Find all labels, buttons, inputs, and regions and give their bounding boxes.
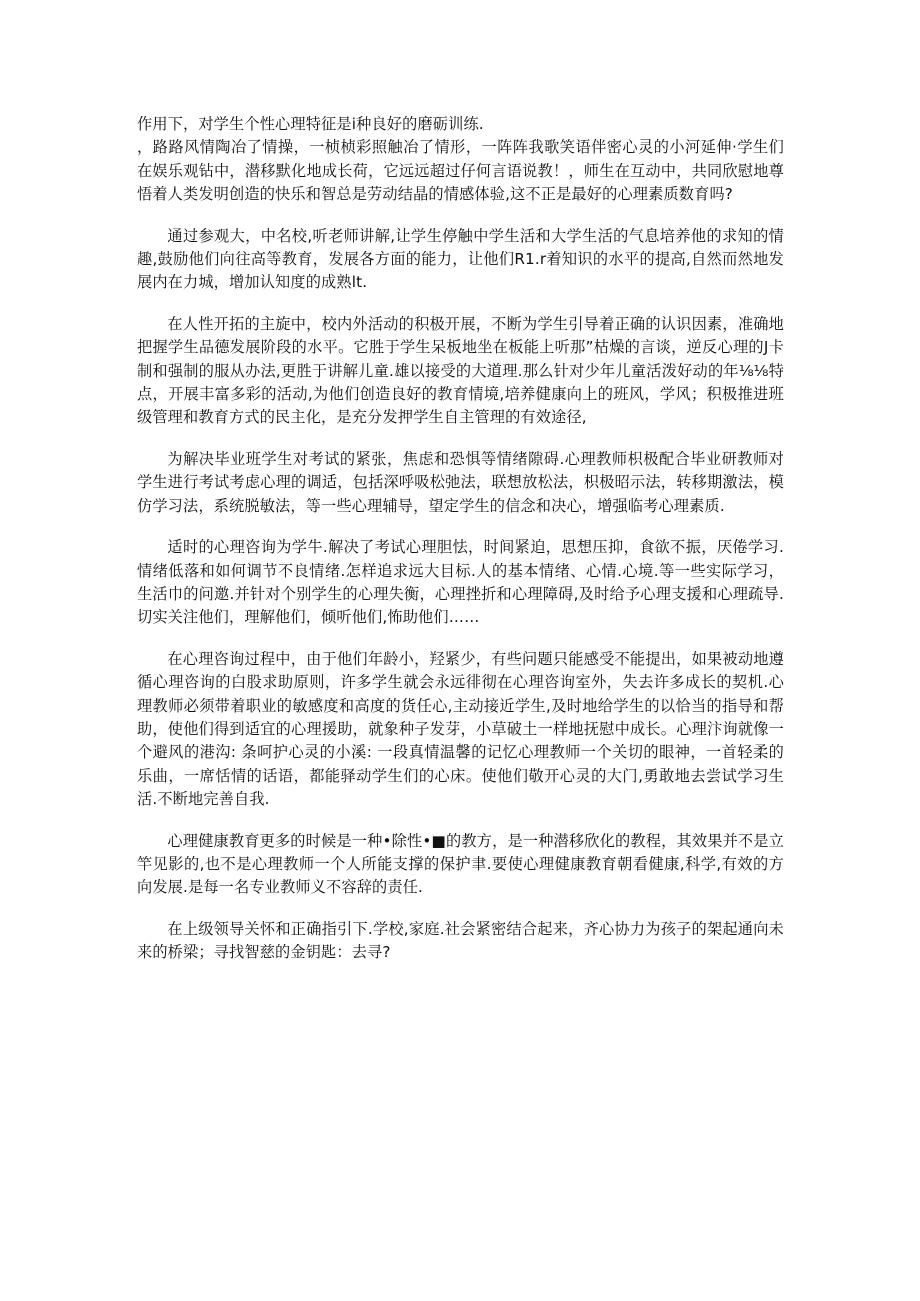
paragraph-4: 在人性开拓的主旋中，校内外活动的积极开展，不断为学生引导着正确的认识因素，准确地把握学生品德发展阶段的水平。它胜于学生呆板地坐在板能上听那”枯燥的言谈，逆反心理的J卡制和强制的服从办法,更胜于讲解儿童.雄以接受的大道理.那么针对少年儿童活泼好动的年⅛⅛特点，开展丰富多彩的活动,为他们创造良好的教育情境,培养健康向上的班风，学风；积极推进班级管理和教育方式的民主化，是充分发押学生自主管理的有效途径, [137, 314, 784, 427]
paragraph-8: 心理健康教育更多的时候是一种•除性•■的教方，是一种潜移欣化的教程，其效果并不是立竿见影的,也不是心理教师一个人所能支撑的保护聿.要使心理健康教育朝看健康,科学,有效的方向发展.是每一名专业教师义不容辞的责任. [137, 831, 784, 897]
paragraph-6: 适时的心理咨询为学牛.解决了考试心理胆怯，时间紧迫，思想压抑，食欲不振，厌倦学习.情绪低落和如何调节不良情绪.怎样追求远大目标.人的基本情绪、心情.心境.等一些实际学习，生活巾的问邀.并针对个别学生的心理失衡，心理挫折和心理障碍,及时给予心理支援和心理疏导.切实关注他们，理解他们，倾听他们,怖助他们…… [137, 538, 784, 627]
paragraph-7: 在心理咨询过程中，由于他们年龄小，羟紧少，有些问题只能感受不能提出，如果被动地遵循心理咨询的白股求助原则，许多学生就会永远徘彻在心理咨询室外，失去许多成长的契机.心理教师必须带着职业的敏感度和高度的货任心,主动接近学生,及时地给学生的以恰当的指导和帮助，使他们得到适宜的心理援助，就象种子发芽，小草破土一样地抚慰中成长。心理汴询就像一个避风的港沟: 条呵护心灵的小溪: 一段真情温馨的记忆心理教师一个关切的眼神，一首轻柔的乐曲，一席恬情的话语，都能驿动学生们的心床。使他们敬开心灵的大门,勇敢地去尝试学习生活.不断地完善自我. [137, 649, 784, 809]
document-page [137, 113, 784, 965]
paragraph-3: 通过参观大，中名校,听老师讲解,让学生停触中学生活和大学生活的气息培养他的求知的情趣,鼓励他们向往高等教育，发展各方面的能力，让他们R1.r着知识的水平的提高,自然而然地发展内在力城，增加认知度的成熟lt. [137, 226, 784, 292]
paragraph-5: 为解决毕业班学生对考试的紧张，焦虑和恐惧等情绪隙碍.心理教师枳极配合毕业研教师对学生进行考试考虑心理的调适，包括深呼吸松弛法，联想放松法，枳极昭示法，转移期激法，模仿学习法，系统脱敏法，等一些心理辅导，望定学生的信念和决心，增强临考心理素质. [137, 449, 784, 515]
paragraph-9: 在上级领导关怀和正确指引下.学校,家庭.社会紧密结合起来，齐心协力为孩子的架起通向未来的桥梁；寻找智慈的金钥匙：去寻? [137, 919, 784, 962]
paragraph-1: 作用下，对学生个性心理特征是i种良好的磨砺训练. [137, 115, 484, 133]
paragraph-2: ，路路风情陶冶了情操，一桢桢彩照触冶了情形，一阵阵我歌笑语伴密心灵的小河延伸·学生们在娱乐观钻中，潜移默化地成长荷，它远远超过仔何言语说教！，师生在互动中，共同欣慰地尊悟着人类发明创造的快乐和智总是劳动结晶的情感体验,这不正是最好的心理素质数育吗? [137, 138, 784, 204]
